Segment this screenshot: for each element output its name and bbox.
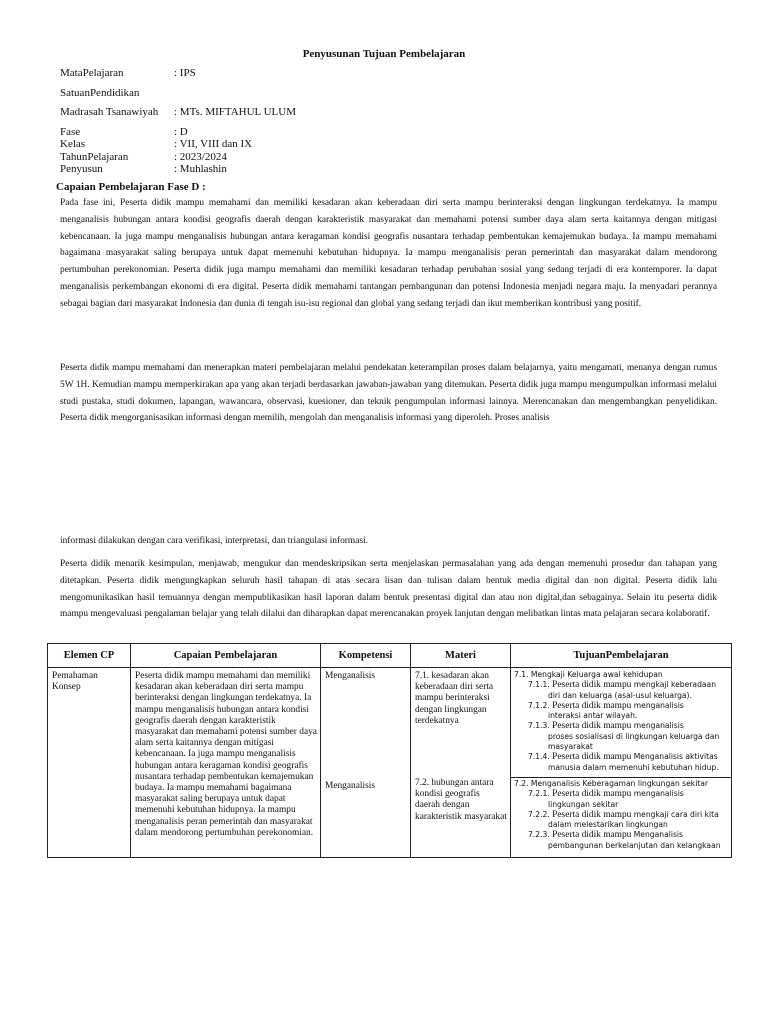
paragraph-process-skills: Peserta didik mampu memahami dan menerapkan materi pembelajaran melalui pendekatan keterampilan proses dalam belajarnya, yaitu mengamati, menanya dengan rumus 5W 1H. Kemudian mampu memperkirakan apa yang akan terjadi berdasarkan jawaban-jawaban yang ditemukan. Peserta didik juga mampu mengumpulkan informasi melalui studi pustaka, studi dokumen, lapangan, wawancara, observasi, kuesioner, dan teknik pengumpulan informasi lainnya. Merencanakan dan mengembangkan penyelidikan. Peserta didik mengorganisasikan informasi dengan memilih, mengolah dan menganalisis informasi yang diperoleh. Proses analisis xyxy=(60,363,717,424)
tujuan-item xyxy=(514,789,727,810)
tujuan-cont: interaksi antar wilayah. xyxy=(548,711,638,721)
paragraph-analysis-continued: informasi dilakukan dengan cara verifikasi, interpretasi, dan triangulasi informasi. xyxy=(60,536,368,546)
cp-table xyxy=(47,643,732,858)
tujuan-item xyxy=(514,701,727,722)
tujuan-num: 7.1.3. xyxy=(528,721,550,731)
tujuan-item xyxy=(514,680,727,701)
tujuan-num: 7.2.1. xyxy=(528,789,550,799)
meta-value: : D xyxy=(174,126,188,138)
tujuan-num: 7.2.2. xyxy=(528,809,550,819)
tujuan-item xyxy=(514,721,727,752)
materi-1: 7.1. kesadaran akan keberadaan diri serta mampu berinteraksi dengan lingkungan terdekatnya xyxy=(415,671,494,726)
tujuan-lead: Peserta didik mampu xyxy=(552,721,632,732)
tujuan-cont: diri dan keluarga (asal-usul keluarga). xyxy=(548,690,692,700)
tujuan-num: 7.2.3. xyxy=(528,830,550,840)
meta-value: : IPS xyxy=(174,67,196,79)
tujuan-cont: dalam melestarikan lingkungan xyxy=(548,820,668,830)
meta-value: : VII, VIII dan IX xyxy=(174,138,253,150)
tujuan-rest: Menganalisis aktivitas xyxy=(633,752,718,762)
cell-materi xyxy=(411,668,511,858)
capaian-heading: Capaian Pembelajaran Fase D : xyxy=(56,181,206,193)
tujuan-heading: 7.2. Menganalisis Keberagaman lingkungan sekitar xyxy=(514,779,709,788)
tujuan-item xyxy=(514,752,727,773)
paragraph-fase-description: Pada fase ini, Peserta didik mampu memahami dan memiliki kesadaran akan keberadaan diri serta mampu berinteraksi dengan lingkungan terdekatnya. Ia mampu menganalisis hubungan antara kondisi geografis daerah dengan karakteristik masyarakat dan memahami potensi sumber daya alam serta kaitannya dengan mitigasi kebencanaan. Ia juga mampu menganalisis hubungan antara keragaman kondisi geografis nusantara terhadap pembentukan kemajemukan budaya. Ia mampu memahami bagaimana masyarakat saling berupaya untuk dapat memenuhi kebutuhan hidupnya. Ia mampu menganalisis peran pemerintah dan masyarakat dalam mendorong pertumbuhan perekonomian. Peserta didik juga mampu memahami dan memiliki kesadaran terhadap perubahan sosial yang sedang terjadi di era kontemporer. Ia dapat menganalisis perkembangan ekonomi di era digital. Peserta didik memahami tantangan pembangunan dan potensi Indonesia menjadi negara maju. Ia menyadari perannya sebagai bagian dari masyarakat Indonesia dan dunia di tengah isu-isu regional dan global yang sedang terjadi dan ikut memberikan kontribusi yang positif. xyxy=(60,198,717,309)
tujuan-lead: Peserta didik mampu xyxy=(552,680,632,691)
meta-value: : 2023/2024 xyxy=(174,151,227,163)
tujuan-block-7-2 xyxy=(511,778,731,853)
header-materi: Materi xyxy=(411,644,511,668)
header-elemen-cp: Elemen CP xyxy=(48,644,131,668)
tujuan-lead: Peserta didik mampu xyxy=(552,752,632,763)
materi-2: 7.2. hubungan antara kondisi geografis daerah dengan karakteristik masyarakat xyxy=(415,778,507,822)
tujuan-heading: 7.1. Mengkaji Keluarga awal kehidupan xyxy=(514,670,663,679)
tujuan-item xyxy=(514,810,727,831)
header-tujuan: TujuanPembelajaran xyxy=(511,644,732,668)
cell-kompetensi xyxy=(321,668,411,858)
cell-capaian: Peserta didik mampu memahami dan memiliki kesadaran akan keberadaan diri serta mampu berinteraksi dengan lingkungan terdekatnya. Ia mampu menganalisis hubungan antara kondisi geografis daerah dengan karakteristik masyarakat dan memahami potensi sumber daya alam serta kaitannya dengan mitigasi kebencanaan. Ia juga mampu menganalisis hubungan antara keragaman kondisi geografis nusantara terhadap pembentukan kemajemukan budaya. Ia mampu memahami bagaimana masyarakat saling berupaya untuk dapat memenuhi kebutuhan hidupnya. Ia mampu menganalisis peran pemerintah dan masyarakat dalam mendorong pertumbuhan perekonomian. xyxy=(131,668,321,858)
paragraph-conclusion: Peserta didik menarik kesimpulan, menjawab, mengukur dan mendeskripsikan serta menjelaskan permasalahan yang ada dengan memenuhi prosedur dan tahapan yang ditetapkan. Peserta didik mengungkapkan seluruh hasil tahapan di atas secara lisan dan tulisan dalam bentuk media digital dan non digital. Peserta didik lalu mengomunikasikan hasil temuannya dengan mempublikasikan hasil laporan dalam bentuk presentasi digital dan atau non digital,dan sebagainya. Selain itu peserta didik mampu mengevaluasi pengalaman belajar yang telah dilalui dan diharapkan dapat merencanakan proyek lanjutan dengan melibatkan lintas mata pelajaran secara kolaboratif. xyxy=(60,559,717,620)
tujuan-num: 7.1.1. xyxy=(528,680,550,690)
tujuan-block-7-1 xyxy=(511,668,731,778)
meta-label: Fase xyxy=(60,126,81,138)
tujuan-lead: Peserta didik mampu xyxy=(552,830,632,841)
header-capaian: Capaian Pembelajaran xyxy=(131,644,321,668)
header-kompetensi: Kompetensi xyxy=(321,644,411,668)
document-title: Penyusunan Tujuan Pembelajaran xyxy=(302,48,466,60)
tujuan-lead: Peserta didik mampu xyxy=(552,809,632,820)
tujuan-rest: mengkaji cara diri kita xyxy=(633,809,719,819)
kompetensi-2: Menganalisis xyxy=(325,781,375,792)
tujuan-lead: Peserta didik mampu xyxy=(552,789,632,800)
tujuan-lead: Peserta didik mampu xyxy=(552,700,632,711)
meta-label: Penyusun xyxy=(60,163,103,175)
tujuan-cont: manusia dalam memenuhi kebutuhan hidup. xyxy=(548,762,719,772)
meta-label: Kelas xyxy=(60,138,86,150)
table-header-row xyxy=(48,644,732,668)
kompetensi-1: Menganalisis xyxy=(325,671,375,681)
tujuan-cont: proses sosialisasi di lingkungan keluarga dan masyarakat xyxy=(548,731,720,752)
meta-value: : MTs. MIFTAHUL ULUM xyxy=(174,106,296,118)
tujuan-rest: menganalisis xyxy=(633,789,684,799)
tujuan-item xyxy=(514,830,727,851)
tujuan-cont: lingkungan sekitar xyxy=(548,799,619,809)
tujuan-num: 7.1.4. xyxy=(528,752,550,762)
tujuan-rest: menganalisis xyxy=(633,700,684,710)
tujuan-num: 7.1.2. xyxy=(528,700,550,710)
tujuan-rest: menganalisis xyxy=(633,721,684,731)
meta-label: Madrasah Tsanawiyah xyxy=(60,106,159,118)
tujuan-rest: Menganalisis xyxy=(633,830,683,840)
meta-value: : Muhlashin xyxy=(174,163,227,175)
tujuan-rest: mengkaji keberadaan xyxy=(633,680,717,690)
table-row xyxy=(48,668,732,858)
tujuan-cont: pembangunan berkelanjutan dan kelangkaan xyxy=(548,840,721,850)
meta-label: SatuanPendidikan xyxy=(60,87,140,99)
cell-elemen: Pemahaman Konsep xyxy=(48,668,131,858)
cell-tujuan xyxy=(511,668,732,858)
meta-label: TahunPelajaran xyxy=(60,151,129,163)
meta-label: MataPelajaran xyxy=(60,67,124,79)
